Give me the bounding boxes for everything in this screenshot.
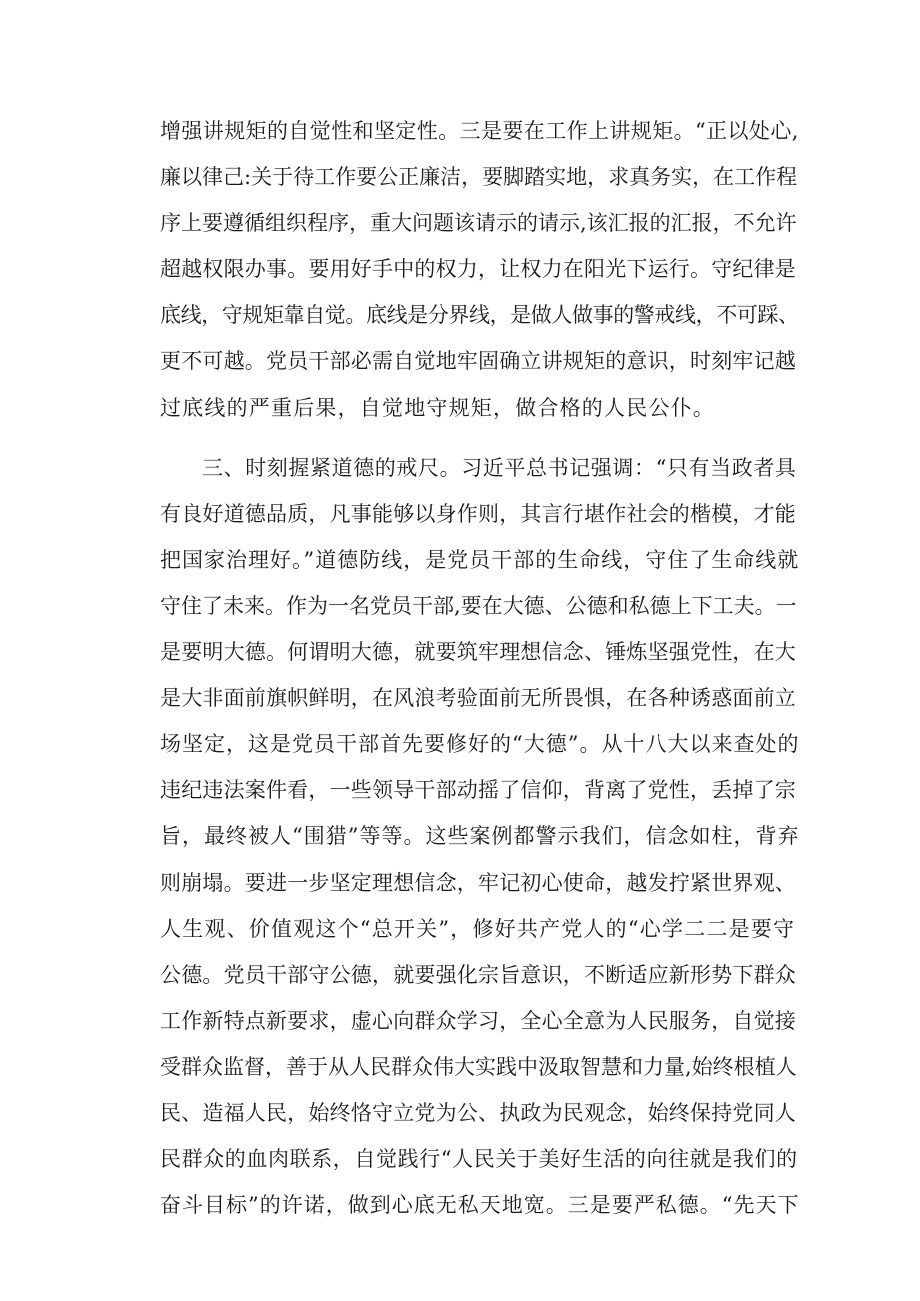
text-line: 把国家治理好。”道德防线，是党员干部的生命线，守住了生命线就 [160, 547, 800, 572]
text-line: 违纪违法案件看，一些领导干部动摇了信仰，背离了党性，丢掉了宗 [160, 778, 796, 803]
text-line: 则崩塌。要进一步坚定理想信念，牢记初心使命，越发拧紧世界观、 [160, 870, 796, 895]
text-line: 工作新特点新要求，虚心向群众学习，全心全意为人民服务，自觉接 [160, 1008, 796, 1033]
text-line: 场坚定，这是党员干部首先要修好的“大德”。从十八大以来查处的 [160, 732, 800, 757]
text-line: 民、造福人民，始终恪守立党为公、执政为民观念，始终保持党同人 [160, 1100, 796, 1125]
text-line: 民群众的血肉联系，自觉践行“人民关于美好生活的向往就是我们的 [160, 1147, 798, 1172]
text-line: 序上要遵循组织程序，重大问题该请示的请示,该汇报的汇报，不允许 [160, 211, 797, 236]
paragraph-morality [160, 453, 800, 1237]
text-line: 过底线的严重后果，自觉地守规矩，做合格的人民公仆。 [160, 395, 715, 420]
text-line: 超越权限办事。要用好手中的权力，让权力在阳光下运行。守纪律是 [160, 257, 796, 282]
paragraph-gap [160, 439, 800, 453]
body-text [160, 116, 800, 1236]
text-line: 奋斗目标”的许诺，做到心底无私天地宽。三是要严私德。“先天下 [160, 1193, 800, 1218]
text-line: 公德。党员干部守公德，就要强化宗旨意识，不断适应新形势下群众 [160, 962, 796, 987]
text-line: 增强讲规矩的自觉性和坚定性。三是要在工作上讲规矩。“正以处心, [160, 119, 799, 143]
text-line: 受群众监督，善于从人民群众伟大实践中汲取智慧和力量,始终根植人 [160, 1054, 797, 1079]
text-line: 是大非面前旗帜鲜明，在风浪考验面前无所畏惧，在各种诱惑面前立 [160, 686, 796, 711]
text-line: 廉以律己:关于待工作要公正廉洁，要脚踏实地，求真务实，在工作程 [160, 165, 798, 190]
text-line: 是要明大德。何谓明大德，就要筑牢理想信念、锤炼坚强党性，在大 [160, 640, 796, 665]
text-line: 守住了未来。作为一名党员干部,要在大德、公德和私德上下工夫。一 [160, 593, 797, 618]
paragraph-rules [160, 116, 800, 439]
section-heading-line: 三、时刻握紧道德的戒尺。习近平总书记强调：“只有当政者具 [202, 455, 797, 480]
text-line: 人生观、价值观这个“总开关”，修好共产党人的“心学二二是要守 [160, 916, 796, 941]
text-line: 底线，守规矩靠自觉。底线是分界线，是做人做事的警戒线，不可踩、 [160, 303, 799, 328]
text-line: 更不可越。党员干部必需自觉地牢固确立讲规矩的意识，时刻牢记越 [160, 349, 796, 374]
text-line: 有良好道德品质，凡事能够以身作则，其言行堪作社会的楷模，才能 [160, 501, 796, 526]
text-line: 旨，最终被人“围猎”等等。这些案例都警示我们，信念如柱，背弃 [160, 824, 800, 849]
